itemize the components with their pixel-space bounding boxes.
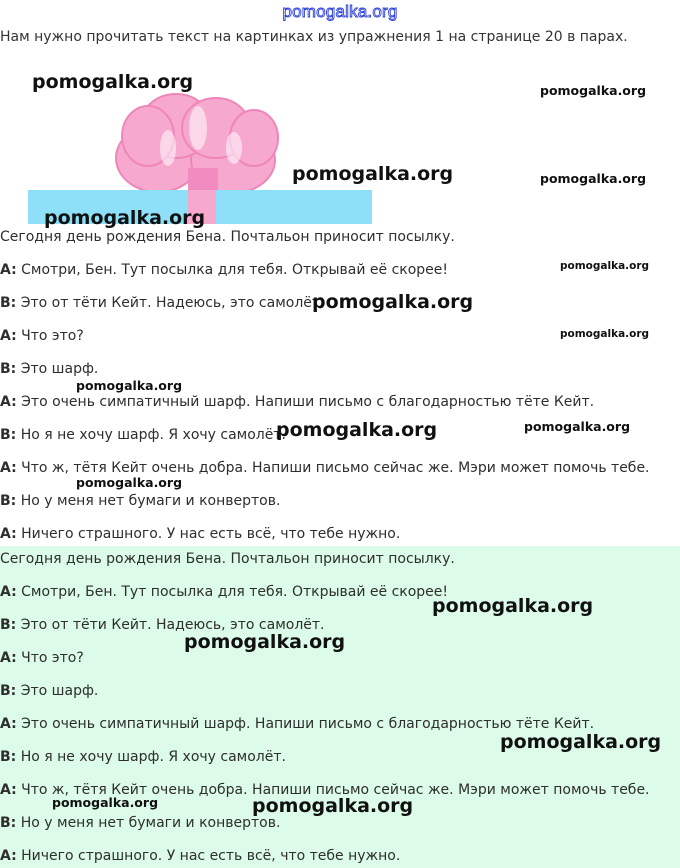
watermark: pomogalka.org [540, 83, 647, 98]
dialogue-line: B: Это шарф. [0, 361, 99, 377]
dialogue-line: B: Но у меня нет бумаги и конвертов. [0, 493, 281, 509]
dialogue-line: A: Ничего страшного. У нас есть всё, что тебе нужно. [0, 526, 401, 542]
watermark: pomogalka.org [76, 475, 183, 490]
watermark: pomogalka.org [252, 795, 414, 817]
watermark: pomogalka.org [76, 378, 183, 393]
watermark: pomogalka.org [184, 631, 346, 653]
dialogue-line: A: Смотри, Бен. Тут посылка для тебя. Открывай её скорее! [0, 262, 449, 278]
translation-line: B: Но я не хочу шарф. Я хочу самолёт. [0, 749, 286, 765]
dialogue-line: Сегодня день рождения Бена. Почтальон приносит посылку. [0, 229, 455, 245]
translation-line: B: Это шарф. [0, 683, 99, 699]
watermark: pomogalka.org [524, 419, 631, 434]
translation-line: A: Ничего страшного. У нас есть всё, что тебе нужно. [0, 848, 401, 864]
translation-line: A: Что ж, тётя Кейт очень добра. Напиши письмо сейчас же. Мэри может помочь тебе. [0, 782, 650, 798]
gift-illustration [28, 88, 374, 224]
watermark: pomogalka.org [560, 260, 650, 272]
translation-line: A: Что это? [0, 650, 84, 666]
dialogue-line: B: Это от тёти Кейт. Надеюсь, это самолёт. [0, 295, 325, 311]
watermark: pomogalka.org [540, 171, 647, 186]
watermark: pomogalka.org [276, 419, 438, 441]
translation-line: Сегодня день рождения Бена. Почтальон приносит посылку. [0, 551, 455, 567]
watermark: pomogalka.org [560, 328, 650, 340]
watermark: pomogalka.org [292, 163, 454, 185]
watermark: pomogalka.org [500, 731, 662, 753]
dialogue-line: B: Но я не хочу шарф. Я хочу самолёт. [0, 427, 286, 443]
dialogue-line: A: Что ж, тётя Кейт очень добра. Напиши письмо сейчас же. Мэри может помочь тебе. [0, 460, 650, 476]
translation-line: B: Но у меня нет бумаги и конвертов. [0, 815, 281, 831]
translation-line: A: Это очень симпатичный шарф. Напиши письмо с благодарностью тёте Кейт. [0, 716, 595, 732]
intro-text: Нам нужно прочитать текст на картинках из упражнения 1 на странице 20 в парах. [0, 29, 628, 45]
dialogue-line: A: Что это? [0, 328, 84, 344]
watermark: pomogalka.org [312, 291, 474, 313]
dialogue-line: A: Это очень симпатичный шарф. Напиши письмо с благодарностью тёте Кейт. [0, 394, 595, 410]
watermark: pomogalka.org [432, 595, 594, 617]
translation-line: A: Смотри, Бен. Тут посылка для тебя. Открывай её скорее! [0, 584, 449, 600]
watermark: pomogalka.org [52, 795, 159, 810]
translation-line: B: Это от тёти Кейт. Надеюсь, это самолёт. [0, 617, 325, 633]
site-title[interactable]: pomogalka.org [282, 2, 398, 21]
watermark: pomogalka.org [32, 71, 194, 93]
watermark: pomogalka.org [44, 207, 206, 229]
